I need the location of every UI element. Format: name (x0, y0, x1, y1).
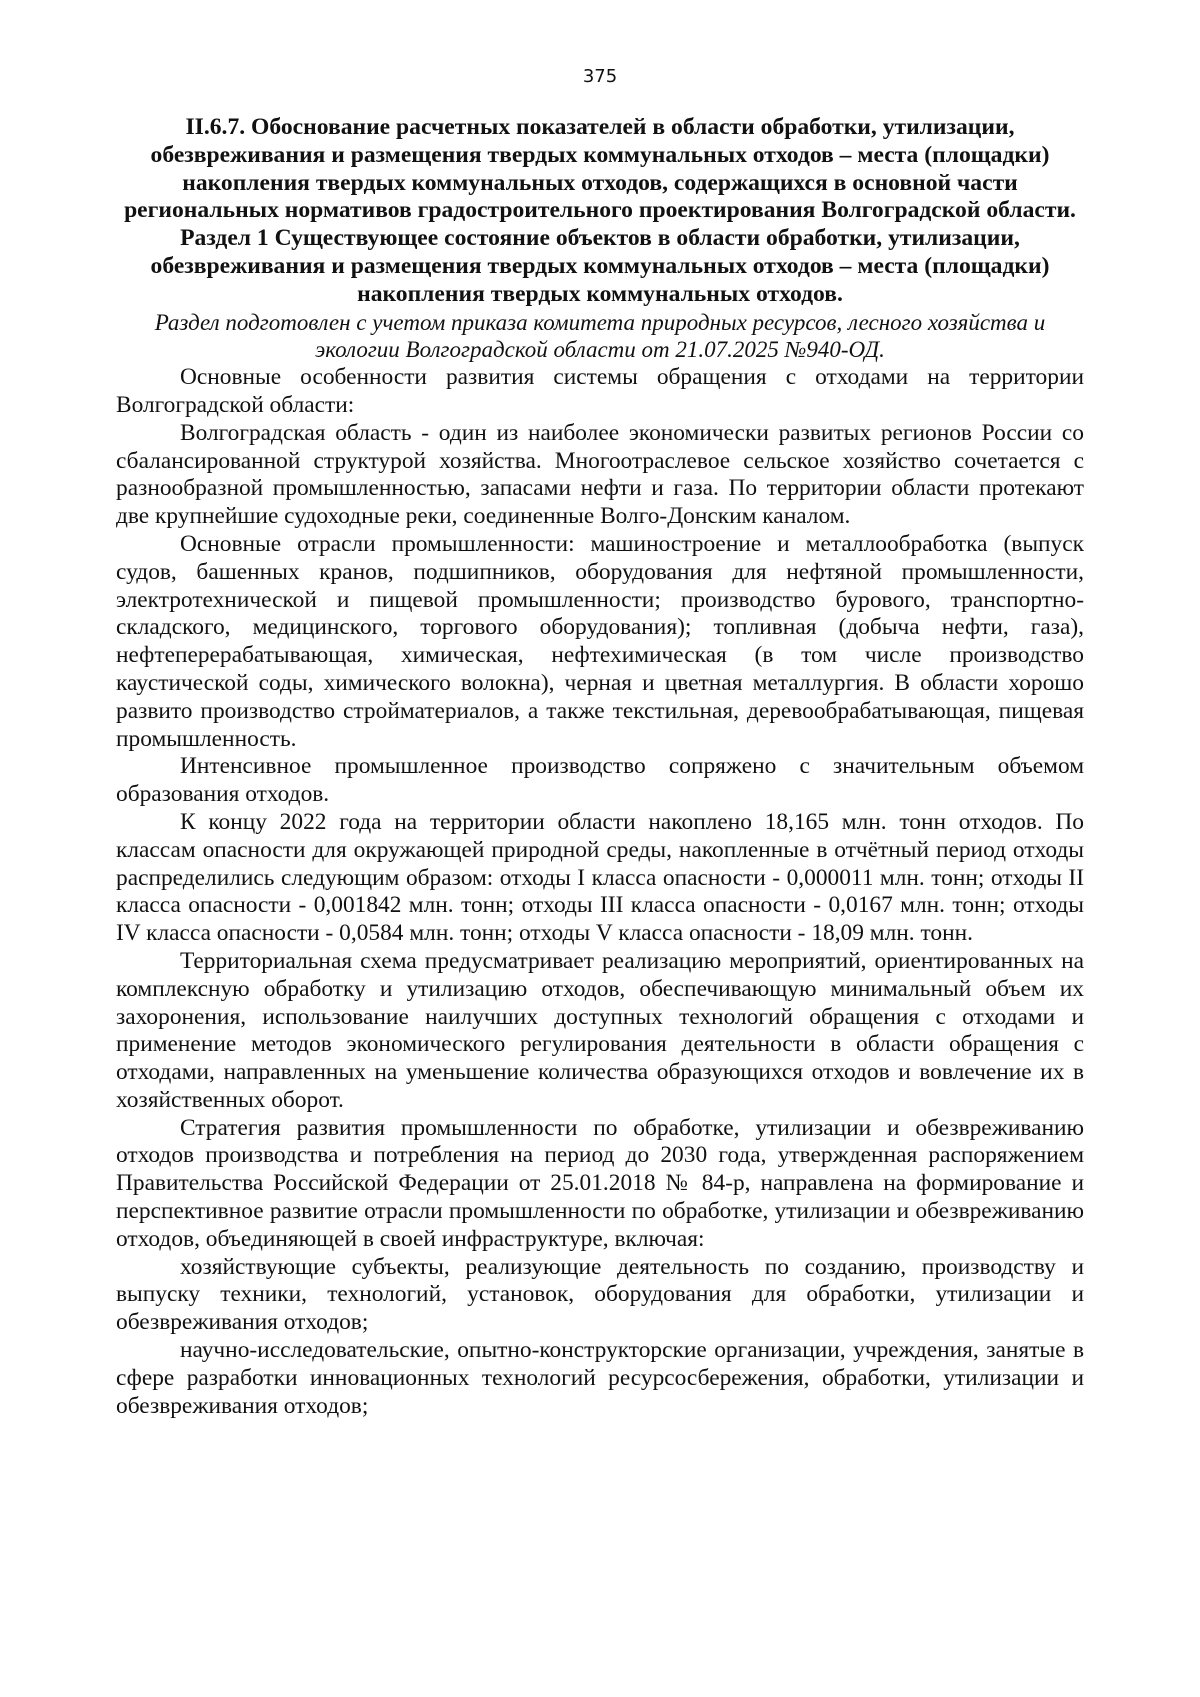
document-page (116, 0, 1084, 1697)
paragraph: Основные особенности развития системы обращения с отходами на территории Волгоградской области: (116, 364, 1084, 418)
paragraph: Волгоградская область - один из наиболее экономически развитых регионов России со сбалансированной структурой хозяйства. Многоотраслевое сельское хозяйство сочетается с разнообразной промышленностью, запасами нефти и газа. По территории области протекают две крупнейшие судоходные реки, соединенные Волго-Донским каналом. (116, 419, 1084, 530)
paragraph: Стратегия развития промышленности по обработке, утилизации и обезвреживанию отходов производства и потребления на период до 2030 года, утвержденная распоряжением Правительства Российской Федерации от 25.01.2018 № 84-р, направлена на формирование и перспективное развитие отрасли промышленности по обработке, утилизации и обезвреживанию отходов, объединяющей в своей инфраструктуре, включая: (116, 1114, 1084, 1252)
document-heading: II.6.7. Обоснование расчетных показателей в области обработки, утилизации, обезвреживания и размещения твердых коммунальных отходов – места (площадки) накопления твердых коммунальных отходов, содержащихся в основной части региональных нормативов градостроительного проектирования Волгоградской области. (124, 114, 1076, 224)
paragraph: К концу 2022 года на территории области накоплено 18,165 млн. тонн отходов. По классам опасности для окружающей природной среды, накопленные в отчётный период отходы распределились следующим образом: отходы I класса опасности - 0,000011 млн. тонн; отходы II класса опасности - 0,001842 млн. тонн; отходы III класса опасности - 0,0167 млн. тонн; отходы IV класса опасности - 0,0584 млн. тонн; отходы V класса опасности - 18,09 млн. тонн. (116, 808, 1084, 947)
paragraph: Территориальная схема предусматривает реализацию мероприятий, ориентированных на комплексную обработку и утилизацию отходов, обеспечивающую минимальный объем их захоронения, использование наилучших доступных технологий обращения с отходами и применение методов экономического регулирования деятельности в области обращения с отходами, направленных на уменьшение количества образующихся отходов и вовлечение их в хозяйственных оборот. (116, 947, 1084, 1113)
paragraph: Основные отрасли промышленности: машиностроение и металлообработка (выпуск судов, башенных кранов, подшипников, оборудования для нефтяной промышленности, электротехнической и пищевой промышленности; производство бурового, транспортно-складского, медицинского, торгового оборудования); топливная (добыча нефти, газа), нефтеперерабатывающая, химическая, нефтехимическая (в том числе производство каустической соды, химического волокна), черная и цветная металлургия. В области хорошо развито производство стройматериалов, а также текстильная, деревообрабатывающая, пищевая промышленность. (116, 530, 1084, 752)
paragraph: Интенсивное промышленное производство сопряжено с значительным объемом образования отходов. (116, 753, 1084, 808)
section-heading: Раздел 1 Существующее состояние объектов в области обработки, утилизации, обезвреживания и размещения твердых коммунальных отходов – места (площадки) накопления твердых коммунальных отходов. (150, 225, 1050, 307)
paragraph: хозяйствующие субъекты, реализующие деятельность по созданию, производству и выпуску техники, технологий, установок, оборудования для обработки, утилизации и обезвреживания отходов; (116, 1253, 1084, 1336)
section-note: Раздел подготовлен с учетом приказа комитета природных ресурсов, лесного хозяйства и экологии Волгоградской области от 21.07.2025 №940-ОД. (154, 309, 1046, 363)
document-body (116, 114, 1084, 1420)
paragraph: научно-исследовательские, опытно-конструкторские организации, учреждения, занятые в сфере разработки инновационных технологий ресурсосбережения, обработки, утилизации и обезвреживания отходов; (116, 1337, 1084, 1419)
page-number: 375 (582, 66, 618, 87)
